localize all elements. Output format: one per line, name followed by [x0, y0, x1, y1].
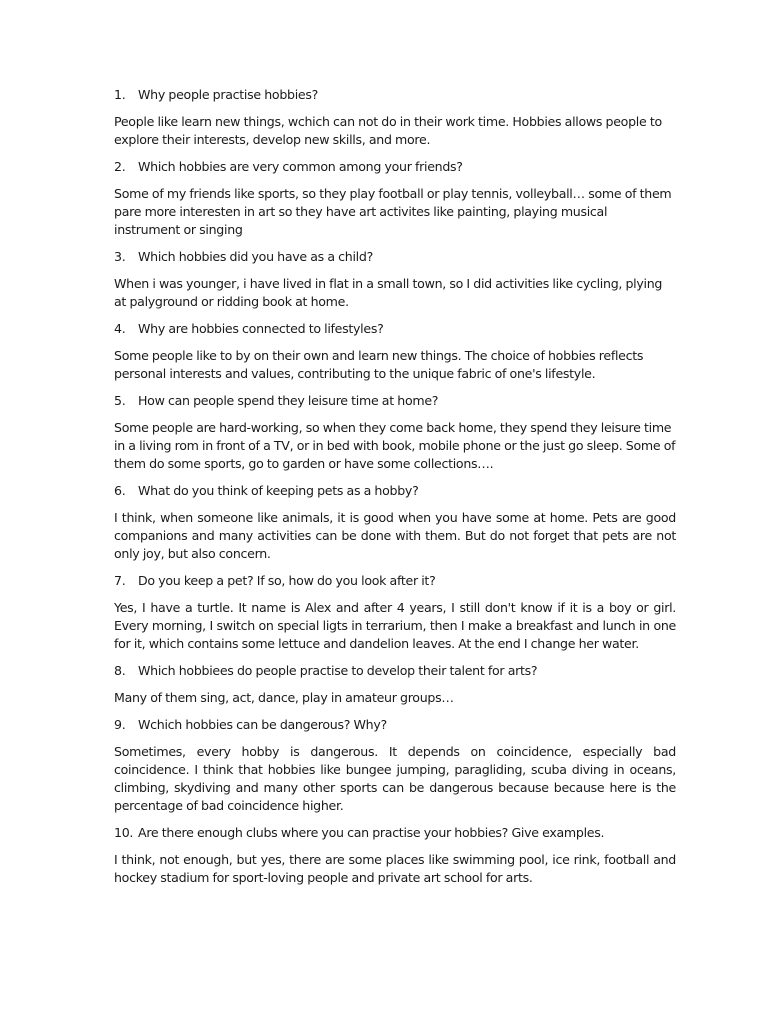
question-text: Which hobbies did you have as a child? [138, 249, 373, 264]
question-text: Why people practise hobbies? [138, 87, 319, 102]
question-text: Which hobbies are very common among your friends? [138, 159, 463, 174]
question-4 [114, 320, 676, 338]
question-text: Which hobbiees do people practise to develop their talent for arts? [138, 663, 538, 678]
question-number: 10. [114, 825, 134, 840]
answer-3: When i was younger, i have lived in flat in a small town, so I did activities like cycling, plying at palyground or ridding book at home. [114, 276, 663, 309]
answer-2: Some of my friends like sports, so they play football or play tennis, volleyball… some of them pare more interesten in art so they have art activites like painting, playing musical instrument or singing [114, 186, 672, 237]
question-text: Do you keep a pet? If so, how do you look after it? [138, 573, 436, 588]
question-number: 3. [114, 249, 126, 264]
question-number: 2. [114, 159, 126, 174]
question-number: 1. [114, 87, 126, 102]
question-number: 5. [114, 393, 126, 408]
question-text: How can people spend they leisure time at home? [138, 393, 439, 408]
question-7 [114, 572, 676, 590]
document-body [114, 86, 676, 896]
question-number: 6. [114, 483, 126, 498]
question-9 [114, 716, 676, 734]
question-2 [114, 158, 676, 176]
answer-8: Many of them sing, act, dance, play in amateur groups… [114, 690, 454, 705]
question-5 [114, 392, 676, 410]
question-6 [114, 482, 676, 500]
question-text: Why are hobbies connected to lifestyles? [138, 321, 384, 336]
answer-7: Yes, I have a turtle. It name is Alex and after 4 years, I still don't know if it is a boy or girl. Every morning, I switch on special ligts in terrarium, then I make a breakfast and lunch in one for it, which contains some lettuce and dandelion leaves. At the end I change her water. [114, 600, 676, 651]
answer-6: I think, when someone like animals, it is good when you have some at home. Pets are good companions and many activities can be done with them. But do not forget that pets are not only joy, but also concern. [114, 510, 676, 561]
question-number: 9. [114, 717, 126, 732]
question-number: 4. [114, 321, 126, 336]
question-number: 8. [114, 663, 126, 678]
question-text: What do you think of keeping pets as a hobby? [138, 483, 419, 498]
question-8 [114, 662, 676, 680]
question-text: Wchich hobbies can be dangerous? Why? [138, 717, 387, 732]
question-10 [114, 824, 676, 842]
answer-5: Some people are hard-working, so when they come back home, they spend they leisure time in a living rom in front of a TV, or in bed with book, mobile phone or the just go sleep. Some of them do some sports, go to garden or have some collections…. [114, 420, 676, 471]
answer-10: I think, not enough, but yes, there are some places like swimming pool, ice rink, football and hockey stadium for sport-loving people and private art school for arts. [114, 852, 676, 885]
question-number: 7. [114, 573, 126, 588]
question-3 [114, 248, 676, 266]
question-text: Are there enough clubs where you can practise your hobbies? Give examples. [138, 825, 605, 840]
answer-9: Sometimes, every hobby is dangerous. It depends on coincidence, especially bad coincidence. I think that hobbies like bungee jumping, paragliding, scuba diving in oceans, climbing, skydiving and many other sports can be dangerous because because here is the percentage of bad coincidence higher. [114, 744, 676, 813]
answer-4: Some people like to by on their own and learn new things. The choice of hobbies reflects personal interests and values, contributing to the unique fabric of one's lifestyle. [114, 348, 644, 381]
question-1 [114, 86, 676, 104]
answer-1: People like learn new things, wchich can not do in their work time. Hobbies allows people to explore their interests, develop new skills, and more. [114, 114, 662, 147]
